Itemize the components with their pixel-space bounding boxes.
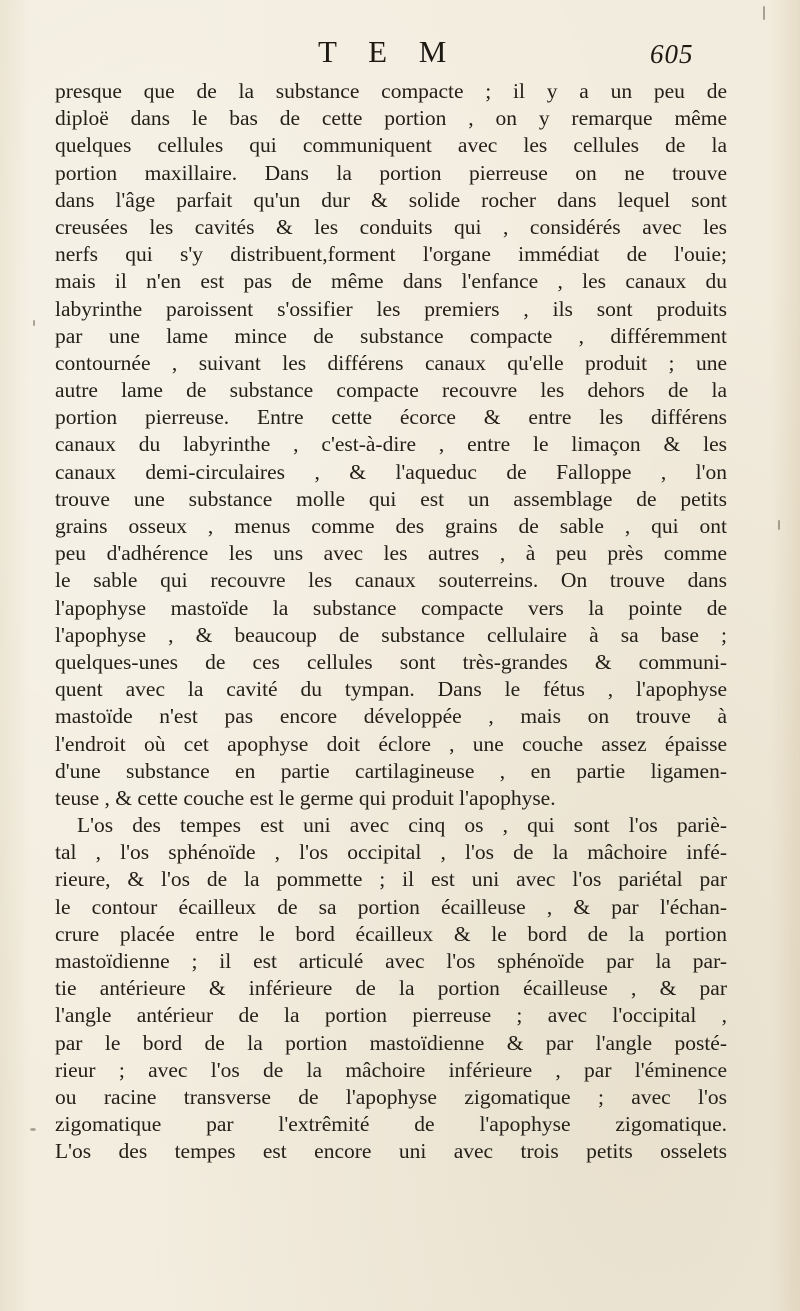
text-line: trouve une substance molle qui est un assemblage de petits	[55, 486, 727, 511]
text-line: tal , l'os sphénoïde , l'os occipital , l'os de la mâchoire infé-	[55, 840, 727, 865]
text-line: rieure, & l'os de la pommette ; il est uni avec l'os pariétal par	[55, 867, 727, 892]
text-line: l'endroit où cet apophyse doit éclore , une couche assez épaisse	[55, 731, 727, 756]
text-line: l'apophyse , & beaucoup de substance cellulaire à sa base ;	[55, 622, 727, 647]
text-line: teuse , & cette couche est le germe qui produit l'apophyse.	[55, 785, 556, 810]
page-number: 605	[650, 39, 694, 69]
text-line: canaux du labyrinthe , c'est-à-dire , entre le limaçon & les	[55, 432, 727, 457]
text-line: peu d'adhérence les uns avec les autres , à peu près comme	[55, 541, 727, 566]
text-line: autre lame de substance compacte recouvre les dehors de la	[55, 378, 727, 403]
text-line: creusées les cavités & les conduits qui , considérés avec les	[55, 214, 727, 239]
text-line: quelques-unes de ces cellules sont très-grandes & communi-	[55, 649, 727, 674]
text-line: contournée , suivant les différens canaux qu'elle produit ; une	[55, 350, 727, 375]
text-line: crure placée entre le bord écailleux & le bord de la portion	[55, 921, 727, 946]
text-line: l'apophyse mastoïde la substance compacte vers la pointe de	[55, 595, 727, 620]
text-line: rieur ; avec l'os de la mâchoire inférieure , par l'éminence	[55, 1057, 727, 1082]
text-line: grains osseux , menus comme des grains de sable , qui ont	[55, 514, 727, 538]
text-line: mastoïdienne ; il est articulé avec l'os sphénoïde par la par-	[55, 949, 727, 973]
paper-speck	[763, 6, 765, 20]
text-line: dans l'âge parfait qu'un dur & solide rocher dans lequel sont	[55, 187, 727, 212]
text-line: labyrinthe paroissent s'ossifier les premiers , ils sont produits	[55, 296, 727, 321]
text-line: le sable qui recouvre les canaux souterreins. On trouve dans	[55, 568, 727, 593]
running-head	[0, 32, 800, 72]
text-line: par une lame mince de substance compacte , différemment	[55, 323, 727, 348]
text-line: ou racine transverse de l'apophyse zigomatique ; avec l'os	[55, 1084, 727, 1109]
paper-speck	[33, 320, 35, 326]
running-title: T E M	[318, 34, 459, 69]
text-line: quelques cellules qui communiquent avec les cellules de la	[55, 133, 727, 158]
text-line: mais il n'en est pas de même dans l'enfance , les canaux du	[55, 269, 727, 294]
text-line: presque que de la substance compacte ; il y a un peu de	[55, 79, 727, 103]
paper-speck	[778, 520, 780, 530]
text-line: portion pierreuse. Entre cette écorce & entre les différens	[55, 405, 727, 430]
text-line: L'os des tempes est encore uni avec trois petits osselets	[55, 1139, 727, 1164]
body-text	[55, 78, 727, 1166]
text-line: d'une substance en partie cartilagineuse , en partie ligamen-	[55, 758, 727, 783]
text-line: par le bord de la portion mastoïdienne & par l'angle posté-	[55, 1030, 727, 1055]
text-line: tie antérieure & inférieure de la portion écailleuse , & par	[55, 976, 727, 1001]
text-line: l'angle antérieur de la portion pierreuse ; avec l'occipital ,	[55, 1003, 727, 1028]
text-line: nerfs qui s'y distribuent,forment l'organe immédiat de l'ouie;	[55, 242, 727, 267]
paper-speck	[30, 1128, 36, 1131]
text-line: mastoïde n'est pas encore développée , mais on trouve à	[55, 704, 727, 729]
text-line: portion maxillaire. Dans la portion pierreuse on ne trouve	[55, 160, 727, 185]
text-line: zigomatique par l'extrêmité de l'apophyse zigomatique.	[55, 1112, 727, 1137]
text-line: quent avec la cavité du tympan. Dans le fétus , l'apophyse	[55, 677, 727, 702]
text-line: diploë dans le bas de cette portion , on y remarque même	[55, 106, 727, 131]
text-line: le contour écailleux de sa portion écailleuse , & par l'échan-	[55, 894, 727, 919]
paragraph-start-line: L'os des tempes est uni avec cinq os , qui sont l'os pariè-	[77, 813, 727, 838]
text-line: canaux demi-circulaires , & l'aqueduc de Falloppe , l'on	[55, 459, 727, 484]
